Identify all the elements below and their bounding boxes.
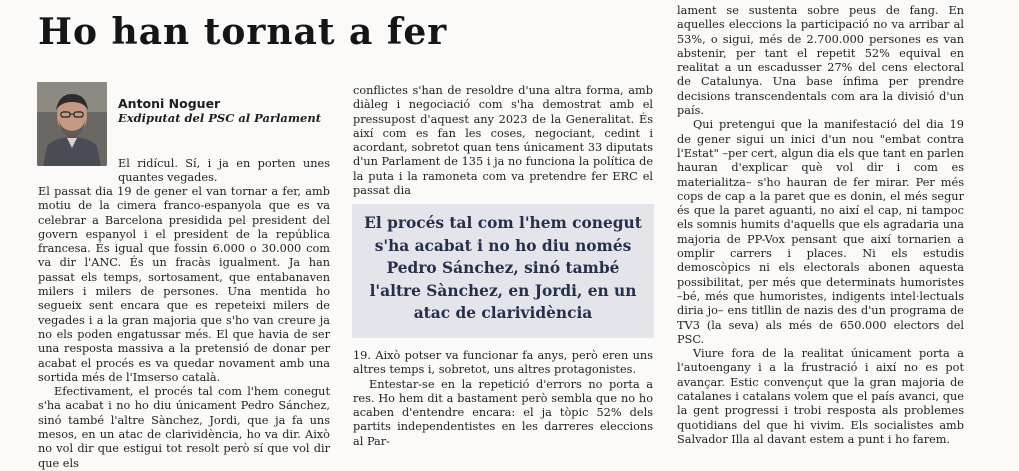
pull-quote <box>352 204 654 338</box>
paragraph: 19. Això potser va funcionar fa anys, però eren uns altres temps i, sobretot, uns altres protagonistes. <box>353 349 653 377</box>
column-3 <box>677 4 964 447</box>
paragraph: Entestar-se en la repetició d'errors no porta a res. Ho hem dit a bastament però sembla que no ho acaben d'entendre encara: el ja tòpic 52% dels partits independentistes en les darreres eleccions al Par- <box>353 377 653 448</box>
column-2-bottom <box>353 349 653 449</box>
headline: Ho han tornat a fer <box>38 11 448 53</box>
author-photo <box>37 82 107 166</box>
paragraph: El passat dia 19 de gener el van tornar a fer, amb motiu de la cimera franco-espanyola que es va celebrar a Barcelona presidida pel president del govern espanyol i el president de la república francesa. És igual que fossin 6.000 o 30.000 com va dir l'ANC. És un fracàs igualment. Ja han passat els temps, sortosament, que entabanaven milers i milers de persones. Una mentida ho segueix sent encara que es repeteixi milers de vegades i a la gran majoria que s'ho van creure ja no els poden engatussar més. El que havia de ser una resposta massiva a la pretensió de donar per acabat el procés es va quedar novament amb una sortida més de l'Imserso català. <box>38 185 330 384</box>
paragraph: Viure fora de la realitat únicament porta a l'autoengany i a la frustració i així no es pot avançar. Estic convençut que la gran majoria de catalanes i catalans volem que el país avanci, que la gent progressi i trobi resposta als problemes quotidians del que hi vivim. Els socialistes amb Salvador Illa al davant estem a punt i ho farem. <box>677 347 964 446</box>
paragraph: Efectivament, el procés tal com l'hem conegut s'ha acabat i no ho diu únicament Pedro Sánchez, sinó també l'altre Sànchez, Jordi, que ja fa uns mesos, en un atac de clarividència, ho va dir. Això no vol dir que estigui tot resolt però sí que vol dir que els <box>38 385 330 470</box>
column-2-top <box>353 84 653 198</box>
author-name: Antoni Noguer <box>118 96 221 111</box>
column-1 <box>38 185 330 471</box>
paragraph: lament se sustenta sobre peus de fang. En aquelles eleccions la participació no va arribar al 53%, o sigui, més de 2.700.000 persones es van abstenir, per tant el repetit 52% equival en realitat a un escadusser 27% del cens electoral de Catalunya. Una base ínfima per prendre decisions transcendentals com ara la divisió d'un país. <box>677 4 964 118</box>
pull-quote-text: El procés tal com l'hem conegut s'ha acabat i no ho diu només Pedro Sánchez, sinó també l'altre Sànchez, en Jordi, en un atac de clarividència <box>364 214 642 322</box>
paragraph: conflictes s'han de resoldre d'una altra forma, amb diàleg i negociació com s'ha demostrat amb el pressupost d'aquest any 2023 de la Generalitat. És així com es fan les coses, negociant, cedint i acordant, sobretot quan tens únicament 33 diputats d'un Parlament de 135 i ja no funciona la política de la puta i la ramoneta com va pretendre fer ERC el passat dia <box>353 84 653 198</box>
paragraph: Qui pretengui que la manifestació del dia 19 de gener sigui un inici d'un nou "embat contra l'Estat" –per cert, algun dia els que tant en parlen hauran d'explicar què vol dir i com es materialitza– s'ho hauran de fer mirar. Per més cops de cap a la paret que es donin, el més segur és que la paret aguanti, no així el cap, ni tampoc els somnis humits d'aquells que els agradaria una majoria de PP-Vox pensant que així tornarien a omplir carrers i places. Ni els estudis demoscòpics ni els electorals abonen aquesta possibilitat, per més que determinats humoristes –bé, més que humoristes, indigents intel·lectuals diria jo– ens titllin de nazis des d'un programa de TV3 (la seva) als més de 650.000 electors del PSC. <box>677 118 964 346</box>
intro-paragraph: El ridícul. Sí, i ja en porten unes quantes vegades. <box>118 157 330 185</box>
author-role: Exdiputat del PSC al Parlament <box>118 111 322 125</box>
column-1-intro <box>118 157 330 186</box>
